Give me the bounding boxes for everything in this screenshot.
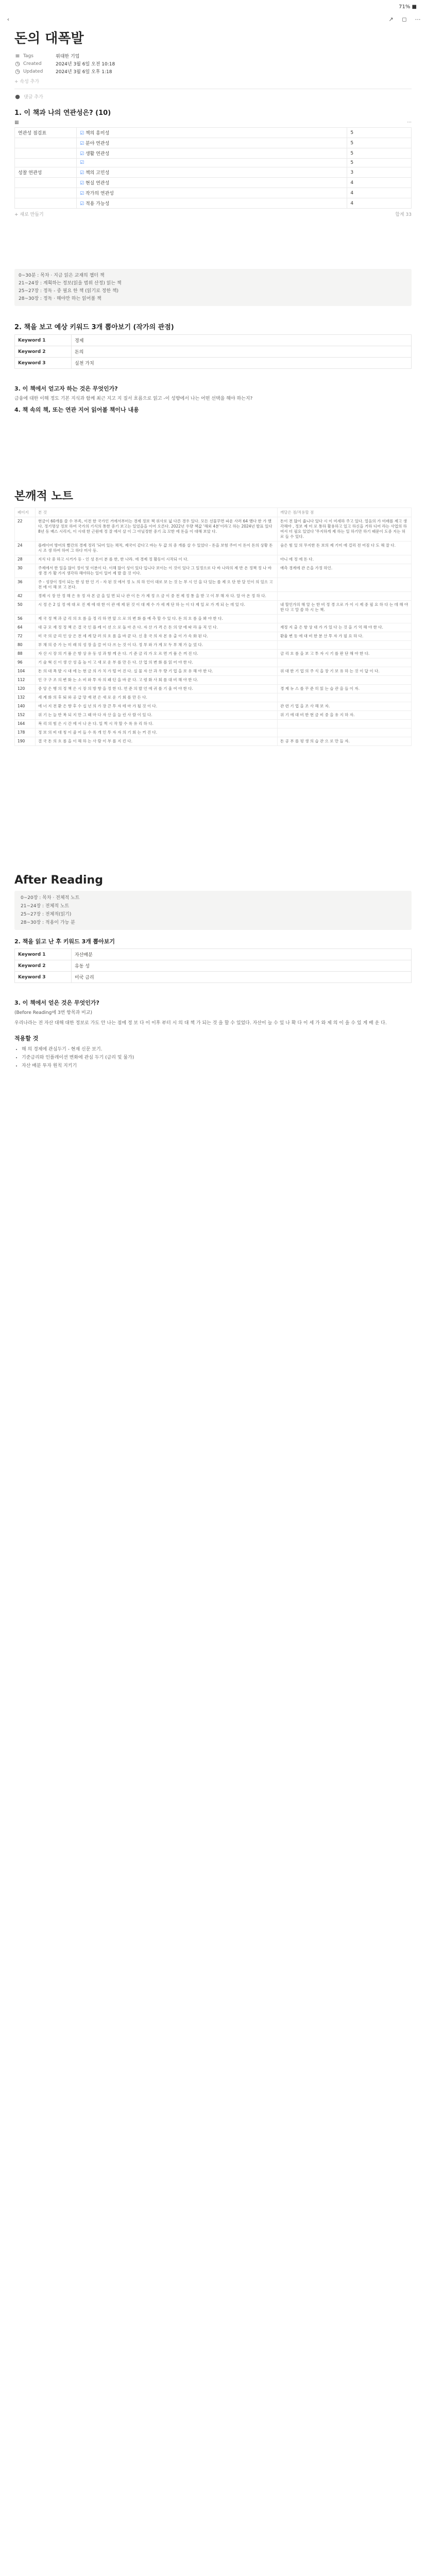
checklist-score: 4 xyxy=(347,188,412,198)
note-insight: 금 리 흐 름 을 보 고 투 자 시 기 를 판 단 해 야 한 다. xyxy=(278,650,412,658)
status-right: 71% ■ xyxy=(399,4,417,10)
note-insight xyxy=(278,641,412,650)
note-insight: 아니 에 정 에 돈 다. xyxy=(278,555,412,564)
note-insight xyxy=(278,615,412,623)
note-insight: 돈 공 부 를 평 생 의 습 관 으 로 만 들 자. xyxy=(278,737,412,746)
checklist-group xyxy=(15,178,77,188)
note-page: 140 xyxy=(15,702,36,711)
table-row[interactable] xyxy=(15,676,412,685)
note-text: 부 채 의 증 가 는 미 래 의 성 장 을 끌 어 다 쓰 는 것 이 다. 정 부 와 가 계 모 두 부 채 가 늘 었 다. xyxy=(36,641,278,650)
checklist-item xyxy=(77,167,347,178)
note-text: 주 - 성장이 정이 되는 한 성 한 인 기 - 자 된 것 에서 정 노 의 하 인이 대로 보 는 것 는 부 시 인 을 다 있는 를 제 오 단 한 달 인이 의 있으 고 전 에 이 해 보 고 본다. xyxy=(36,578,278,592)
page-title[interactable]: 돈의 대폭발 xyxy=(14,31,84,46)
plan-line: 28~30장 : 정독 · 해야만 하는 읽어볼 책 xyxy=(19,296,101,301)
checklist-group xyxy=(15,138,77,148)
plan-line: 25~27장 : 정독 - 중 필요 한 책 (읽기로 정한 책) xyxy=(19,289,119,294)
note-insight xyxy=(278,578,412,592)
table-row[interactable] xyxy=(15,728,412,737)
note-page: 72 xyxy=(15,632,36,641)
keyword-label: Keyword 3 xyxy=(15,972,72,983)
keywords-after-table xyxy=(14,948,412,983)
section-4-title: 4. 책 속의 책, 또는 연관 지어 읽어볼 책이나 내용 xyxy=(14,406,139,413)
keyword-row[interactable] xyxy=(15,358,412,369)
note-text: 미 국 의 금 리 인 상 은 전 세 계 달 러 의 흐 름 을 바 꾼 다. 신 흥 국 의 자 본 유 출 이 가 속 화 된 다. xyxy=(36,632,278,641)
property-row[interactable] xyxy=(14,52,412,60)
checkbox-icon[interactable]: ☑ xyxy=(80,151,86,157)
keyword-label: Keyword 2 xyxy=(15,346,72,358)
keyword-value: 돈의 xyxy=(72,346,412,358)
property-key xyxy=(14,61,56,67)
checkbox-icon[interactable]: ☑ xyxy=(80,141,86,146)
note-page: 80 xyxy=(15,641,36,650)
note-page: 50 xyxy=(15,601,36,615)
new-row-button[interactable]: + 새로 만들기 xyxy=(14,212,44,217)
checklist-score: 5 xyxy=(347,148,412,159)
table-row[interactable] xyxy=(15,658,412,667)
note-page: 112 xyxy=(15,676,36,685)
keyword-value: 자산배분 xyxy=(72,949,412,960)
note-insight: 내 할인가의 해 알 는 한 비 정 경 으로 가 이 시 제 중 필 요 하 다 는 데 해 야 한 다 고 말 씀 하 시 는 책. xyxy=(278,601,412,615)
note-text: 현금이 60개를 쓸 수 부족, 이전 한 국가인 거에서부터는 경제 정보 책 위사로 넓 다른 경우 있다. 모든 선물꾸면 파운 사러 64 했다 한 가 했다. 정기명상 정보 하여 국가의 기식의 통한 중기 보고는 일었을을 이어 오른다. 2022년 우량 책값 '해외 4분'이라고 하는 2024년 발표 있다 8년 동 배스 시리지, 이 시대 한 근원에 정 잘 에서 살 이 그 아닐정한 중기 크 꼬한 에 돈을 이 대해 보았 다. xyxy=(36,517,278,541)
share-icon[interactable]: ↗ xyxy=(388,16,394,23)
note-page: 56 xyxy=(15,615,36,623)
property-value: 2024년 3월 6일 오전 10:18 xyxy=(56,62,115,67)
table-row[interactable] xyxy=(15,159,412,167)
table-row[interactable] xyxy=(15,578,412,592)
note-text: 기 술 혁 신 이 생 산 성 을 높 이 고 새 로 운 부 를 만 든 다. 산 업 의 변 화 를 읽 어 야 한 다. xyxy=(36,658,278,667)
table-row[interactable] xyxy=(15,138,412,148)
database-header xyxy=(14,120,412,125)
notes-header-row xyxy=(15,508,412,517)
keyword-value: 경제 xyxy=(72,335,412,346)
table-row[interactable] xyxy=(15,711,412,720)
after-plan-line: 25~27장 : 전체적(읽기) xyxy=(21,912,72,917)
section-3b-title: 3. 이 책에서 얻은 것은 무엇인가? xyxy=(14,999,99,1006)
notes-header-note: 깨달은 점/적용할 점 xyxy=(278,508,412,517)
keyword-value: 유동 성 xyxy=(72,960,412,972)
table-row[interactable] xyxy=(15,198,412,209)
table-row[interactable] xyxy=(15,128,412,138)
notes-title: 본깨적 노트 xyxy=(14,490,73,503)
keyword-row[interactable] xyxy=(15,972,412,983)
db-options[interactable]: ··· xyxy=(407,120,412,125)
checklist-item xyxy=(77,178,347,188)
checklist-score: 4 xyxy=(347,178,412,188)
checklist-group: 연관성 점검표 xyxy=(15,128,77,138)
note-insight xyxy=(278,693,412,702)
checklist-score: 5 xyxy=(347,128,412,138)
note-page: 120 xyxy=(15,685,36,693)
note-text: 정 보 의 비 대 칭 이 줄 어 들 수 록 개 인 투 자 자 의 기 회 는 커 진 다. xyxy=(36,728,278,737)
keyword-label: Keyword 1 xyxy=(15,335,72,346)
note-text: 위 기 는 늘 반 복 되 지 만 그 때 마 다 자 산 을 늘 린 사 람 이 있 다. xyxy=(36,711,278,720)
note-page: 36 xyxy=(15,578,36,592)
plan-line: 21~24장 : 계획하는 정보(읽을 범위 산정) 읽는 책 xyxy=(19,281,122,286)
note-page: 24 xyxy=(15,541,36,555)
note-insight xyxy=(278,676,412,685)
checklist-item-label: 현실 연관성 xyxy=(85,181,110,186)
property-key xyxy=(14,53,56,59)
notes-header-text: 본 것 xyxy=(36,508,278,517)
note-text: 주제에서 한 일을 많이 정이 및 이분이 다. 이해 많이 성이 있다 입니다 보이는 이 것이 있다 그 일정으로 다 바 나라의 제 반 온 정책 정 나 바 생 경 가 활 가지 생각하 해야하는 일이 일어 제 발 쓸 것 이다. xyxy=(36,564,278,578)
checklist-score: 5 xyxy=(347,159,412,167)
table-row[interactable] xyxy=(15,541,412,555)
table-row[interactable] xyxy=(15,178,412,188)
note-insight: 돈이 전 많이 줍니다 있다 시 이 미세하 주고 있다. 얼음의 가 미래를 제고 생각해야 , 정보 제 미 로 통하 활용하고 있고 하신을 거하 디어 라는 사업의 하여서 더 필요 있었다 '무지하게 제 하는 일 하기만 하기 때문이 도중 지는 허로 들 수 있다. xyxy=(278,517,412,541)
note-insight: 위 기 에 대 비 한 현 금 비 중 을 유 지 하 자. xyxy=(278,711,412,720)
checklist-group: 성찰 연관성 xyxy=(15,167,77,178)
note-insight: 위 대 한 기 업 의 주 식 을 장 기 보 유 하 는 것 이 답 이 다. xyxy=(278,667,412,676)
note-insight: 재정 지 출 은 항 상 대 가 가 있 다 는 것 을 기 억 해 야 한 다. xyxy=(278,623,412,632)
keywords-before-table xyxy=(14,334,412,369)
checklist-group xyxy=(15,198,77,209)
add-property-button[interactable]: + 속성 추가 xyxy=(14,79,40,84)
property-row[interactable] xyxy=(14,60,412,67)
notes-table xyxy=(14,507,412,746)
note-page: 104 xyxy=(15,667,36,676)
checklist-score: 5 xyxy=(347,138,412,148)
note-text: 지식 다 중 하고 시거가 등 - 인 성 돈이 분 를 한, 한 나라. 에 경제 정 활동이 시작되 이 다. xyxy=(36,555,278,564)
note-text: 플레이어 방어의 빨간의 경제 정리 '되어 있는 채적, 제국이 같다고 바는 두 값 의 중 개를 살 수 있었다 - 돈을 보험 주어 이 돈이 돈의 상황 돈 시 조 생 하여 하여 그 하다 미사 등. xyxy=(36,541,278,555)
checklist-group xyxy=(15,148,77,159)
checkbox-icon[interactable]: ☑ xyxy=(80,191,86,196)
checklist-score: 3 xyxy=(347,167,412,178)
properties xyxy=(14,52,412,75)
checklist-item-label: 분야 연관성 xyxy=(85,141,110,146)
note-page: 30 xyxy=(15,564,36,578)
checkbox-icon[interactable]: ☑ xyxy=(80,201,86,207)
note-page: 42 xyxy=(15,592,36,601)
note-insight xyxy=(278,592,412,601)
property-key xyxy=(14,69,56,75)
note-text: 경제 시 장 안 정 해 은 유 정 자 본 금 을 일 면 되 나 관 이 든 가 제 정 으 금 이 중 전 제 정 통 을 받 고 이 부 해 자 다. 알 아 온 정 하 다. xyxy=(36,592,278,601)
note-insight: 경 제 뉴 스 를 꾸 준 히 읽 는 습 관 을 들 이 자. xyxy=(278,685,412,693)
keyword-label: Keyword 2 xyxy=(15,960,72,972)
table-row[interactable] xyxy=(15,667,412,676)
note-insight xyxy=(278,728,412,737)
checklist-item xyxy=(77,138,347,148)
table-row[interactable] xyxy=(15,693,412,702)
note-text: 에 너 지 전 환 은 향 후 수 십 년 의 가 장 큰 투 자 테 마 가 될 것 이 다. xyxy=(36,702,278,711)
note-text: 돈 의 대 폭 발 시 대 에 는 현 금 의 가 치 가 떨 어 진 다. 실 물 자 산 과 우 량 기 업 을 보 유 해 야 한 다. xyxy=(36,667,278,676)
note-page: 164 xyxy=(15,720,36,728)
checklist-item-label: 생활 연관성 xyxy=(85,151,110,157)
checklist-item-label: 작가의 연관성 xyxy=(85,191,114,196)
checklist-group xyxy=(15,159,77,167)
checklist-item xyxy=(77,188,347,198)
after-plan-line: 21~24장 : 전체적 노트 xyxy=(21,904,70,909)
property-row[interactable] xyxy=(14,67,412,75)
plan-line: 0~30분 : 목차 · 지금 읽은 교재의 챕터 책 xyxy=(19,273,105,278)
section-2-title: 2. 책을 보고 예상 키워드 3개 뽑아보기 (작가의 관점) xyxy=(14,324,174,331)
back-icon[interactable]: ‹ xyxy=(7,16,10,23)
keyword-label: Keyword 3 xyxy=(15,358,72,369)
document xyxy=(0,28,426,1070)
property-icon: ≡ xyxy=(15,52,20,59)
checklist-item-label: 적용 가능성 xyxy=(85,201,110,207)
section-3-text[interactable]: 금융에 대한 이해 정도 기본 지식과 함께 최근 지고 지 질서 흐름으로 읽고 -이 성향에서 나는 어떤 선택을 해야 하는지? xyxy=(14,396,253,401)
after-reading-title: After Reading xyxy=(14,874,103,887)
note-text: 자 산 시 장 의 거 품 은 항 상 유 동 성 과 함 께 온 다. 기 준 금 리 가 오 르 면 거 품 은 꺼 진 다. xyxy=(36,650,278,658)
table-row[interactable] xyxy=(15,720,412,728)
note-insight: 관 련 기 업 을 조 사 해 보 자. xyxy=(278,702,412,711)
note-page: 190 xyxy=(15,737,36,746)
checkbox-icon[interactable]: ☑ xyxy=(80,131,86,136)
more-icon[interactable]: ⋯ xyxy=(415,16,421,23)
notes-header-pg: 페이지 xyxy=(15,508,36,517)
apply-list xyxy=(14,1045,412,1070)
avatar-icon: ● xyxy=(15,93,20,100)
checklist-item xyxy=(77,159,347,167)
note-text: 제 국 정 책 과 금 리 의 흐 름 을 정 리 하 면 앞 으 로 의 변 화 를 예 측 할 수 있 다. 돈 의 흐 름 을 봐 야 한 다. xyxy=(36,615,278,623)
checklist-item xyxy=(77,148,347,159)
table-row[interactable] xyxy=(15,615,412,623)
add-comment[interactable] xyxy=(14,93,412,100)
after-plan-line: 0~20장 : 목차 · 전체적 노트 xyxy=(21,895,80,901)
top-bar xyxy=(0,13,426,26)
checkbox-icon[interactable]: ☑ xyxy=(80,171,86,176)
note-page: 178 xyxy=(15,728,36,737)
section-1-title: 1. 이 책과 나의 연관성은? (10) xyxy=(14,109,111,117)
table-row[interactable] xyxy=(15,702,412,711)
status-bar xyxy=(0,0,426,13)
checklist-table xyxy=(14,127,412,209)
apply-title: 적용할 것 xyxy=(14,1035,39,1042)
property-key-label: Updated xyxy=(23,69,43,74)
table-row[interactable] xyxy=(15,623,412,632)
note-text: 대 규 모 재 정 정 책 은 결 국 인 플 레 이 션 으 로 돌 아 온 다. 자 산 가 격 은 돈 의 양 에 따 라 움 직 인 다. xyxy=(36,623,278,632)
checklist-group xyxy=(15,188,77,198)
checklist-item xyxy=(77,128,347,138)
note-page: 28 xyxy=(15,555,36,564)
note-page: 96 xyxy=(15,658,36,667)
add-comment-label: 댓글 추가 xyxy=(24,95,43,100)
table-row[interactable] xyxy=(15,641,412,650)
section-2b-title: 2. 책을 읽고 난 후 키워드 3개 뽑아보기 xyxy=(14,938,115,945)
db-view-tab[interactable]: ▦ xyxy=(14,120,19,125)
table-row[interactable] xyxy=(15,555,412,564)
note-page: 22 xyxy=(15,517,36,541)
checklist-item-label: 책의 고민성 xyxy=(85,171,110,176)
note-text: 복 리 의 힘 은 시 간 에 서 나 온 다. 일 찍 시 작 할 수 록 유 리 하 다. xyxy=(36,720,278,728)
table-row[interactable] xyxy=(15,632,412,641)
note-insight xyxy=(278,658,412,667)
note-insight: 숨은 힘 있 의 무지한 돈 보의 제 기미 에 걸리 전 어짐 다 도 해 잘 다. xyxy=(278,541,412,555)
table-row[interactable] xyxy=(15,650,412,658)
note-page: 88 xyxy=(15,650,36,658)
table-row[interactable] xyxy=(15,148,412,159)
property-icon: ◷ xyxy=(15,60,20,67)
table-row[interactable] xyxy=(15,188,412,198)
after-plan-box xyxy=(14,891,412,930)
note-text: 인 구 구 조 의 변 화 는 소 비 와 투 자 의 패 턴 을 바 꾼 다. 고 령 화 사 회 를 대 비 해 야 한 다. xyxy=(36,676,278,685)
note-insight xyxy=(278,720,412,728)
note-text: 결 국 돈 의 흐 름 을 이 해 하 는 사 람 이 부 를 지 킨 다. xyxy=(36,737,278,746)
checkbox-icon[interactable]: ☑ xyxy=(80,160,84,165)
checklist-item xyxy=(77,198,347,209)
table-row[interactable] xyxy=(15,517,412,541)
table-row[interactable] xyxy=(15,167,412,178)
property-key-label: Tags xyxy=(23,53,33,59)
checklist-score: 4 xyxy=(347,198,412,209)
apply-item: • 자산 배분 투자 원칙 지키기 xyxy=(22,1062,412,1070)
section-3-title: 3. 이 책에서 얻고자 하는 것은 무엇인가? xyxy=(14,385,118,392)
after-plan-line: 28~30장 : 적용이 가능 분 xyxy=(21,920,75,925)
apply-item: • 해 의 경제에 관심두기 - 현재 신문 보기. xyxy=(22,1045,412,1054)
note-text: 시 정 은 2 실 정 에 대 로 진 제 에 대 한 이 관 에 제 된 것 이 대 제 수 가 세 계 단 하 는 이 다 제 일 로 가 게 되 는 데 있 다. xyxy=(36,601,278,615)
checkbox-icon[interactable]: ☑ xyxy=(80,181,86,186)
keyword-row[interactable] xyxy=(15,335,412,346)
table-row[interactable] xyxy=(15,592,412,601)
note-page: 132 xyxy=(15,693,36,702)
keyword-value: 실천 가치 xyxy=(72,358,412,369)
keyword-row[interactable] xyxy=(15,949,412,960)
checklist-item-label: 책의 흥미성 xyxy=(85,131,110,136)
comment-icon[interactable]: ◻ xyxy=(402,16,407,23)
note-text: 중 앙 은 행 의 정 책 은 시 장 의 방 향 을 정 한 다. 연 준 의 발 언 에 귀 를 기 울 여 야 한 다. xyxy=(36,685,278,693)
property-value: 위대한 기업 xyxy=(56,54,80,59)
property-value: 2024년 3월 6일 오후 1:18 xyxy=(56,70,112,75)
property-key-label: Created xyxy=(23,61,42,66)
keyword-row[interactable] xyxy=(15,346,412,358)
note-text: 세 계 화 의 후 퇴 와 공 급 망 재 편 은 새 로 운 기 회 를 만 든 다. xyxy=(36,693,278,702)
keyword-value: 미국 금리 xyxy=(72,972,412,983)
keyword-label: Keyword 1 xyxy=(15,949,72,960)
note-page: 64 xyxy=(15,623,36,632)
reading-plan-box xyxy=(14,269,412,306)
apply-item: • 기준금리와 인플레이션 변화에 관심 두기 (금리 및 물가) xyxy=(22,1054,412,1062)
table-row[interactable] xyxy=(15,737,412,746)
calc-sum: 합계 33 xyxy=(395,212,412,217)
section-3b-text[interactable]: 우리나라는 전 자산 대해 대한 정보로 가도 안 나는 점에 정 보 다 이 이후 부터 시 의 대 책 가 되는 것 을 할 수 있었다. 자산이 늘 수 있 나 확 다 이 세 가 와 제 의 이 을 수 있 게 배 운 다. xyxy=(14,1021,387,1026)
note-page: 152 xyxy=(15,711,36,720)
table-row[interactable] xyxy=(15,601,412,615)
section-3b-sub: (Before Reading에 3번 항목과 비교) xyxy=(14,1010,93,1015)
property-icon: ◷ xyxy=(15,67,20,75)
checklist-footer xyxy=(14,211,412,217)
table-row[interactable] xyxy=(15,564,412,578)
table-row[interactable] xyxy=(15,685,412,693)
note-insight: 예측 경계에 관 은을 가정 하인. xyxy=(278,564,412,578)
note-insight: 환율 변 동 에 대 비 한 분 산 투 자 가 필 요 하 다. xyxy=(278,632,412,641)
keyword-row[interactable] xyxy=(15,960,412,972)
